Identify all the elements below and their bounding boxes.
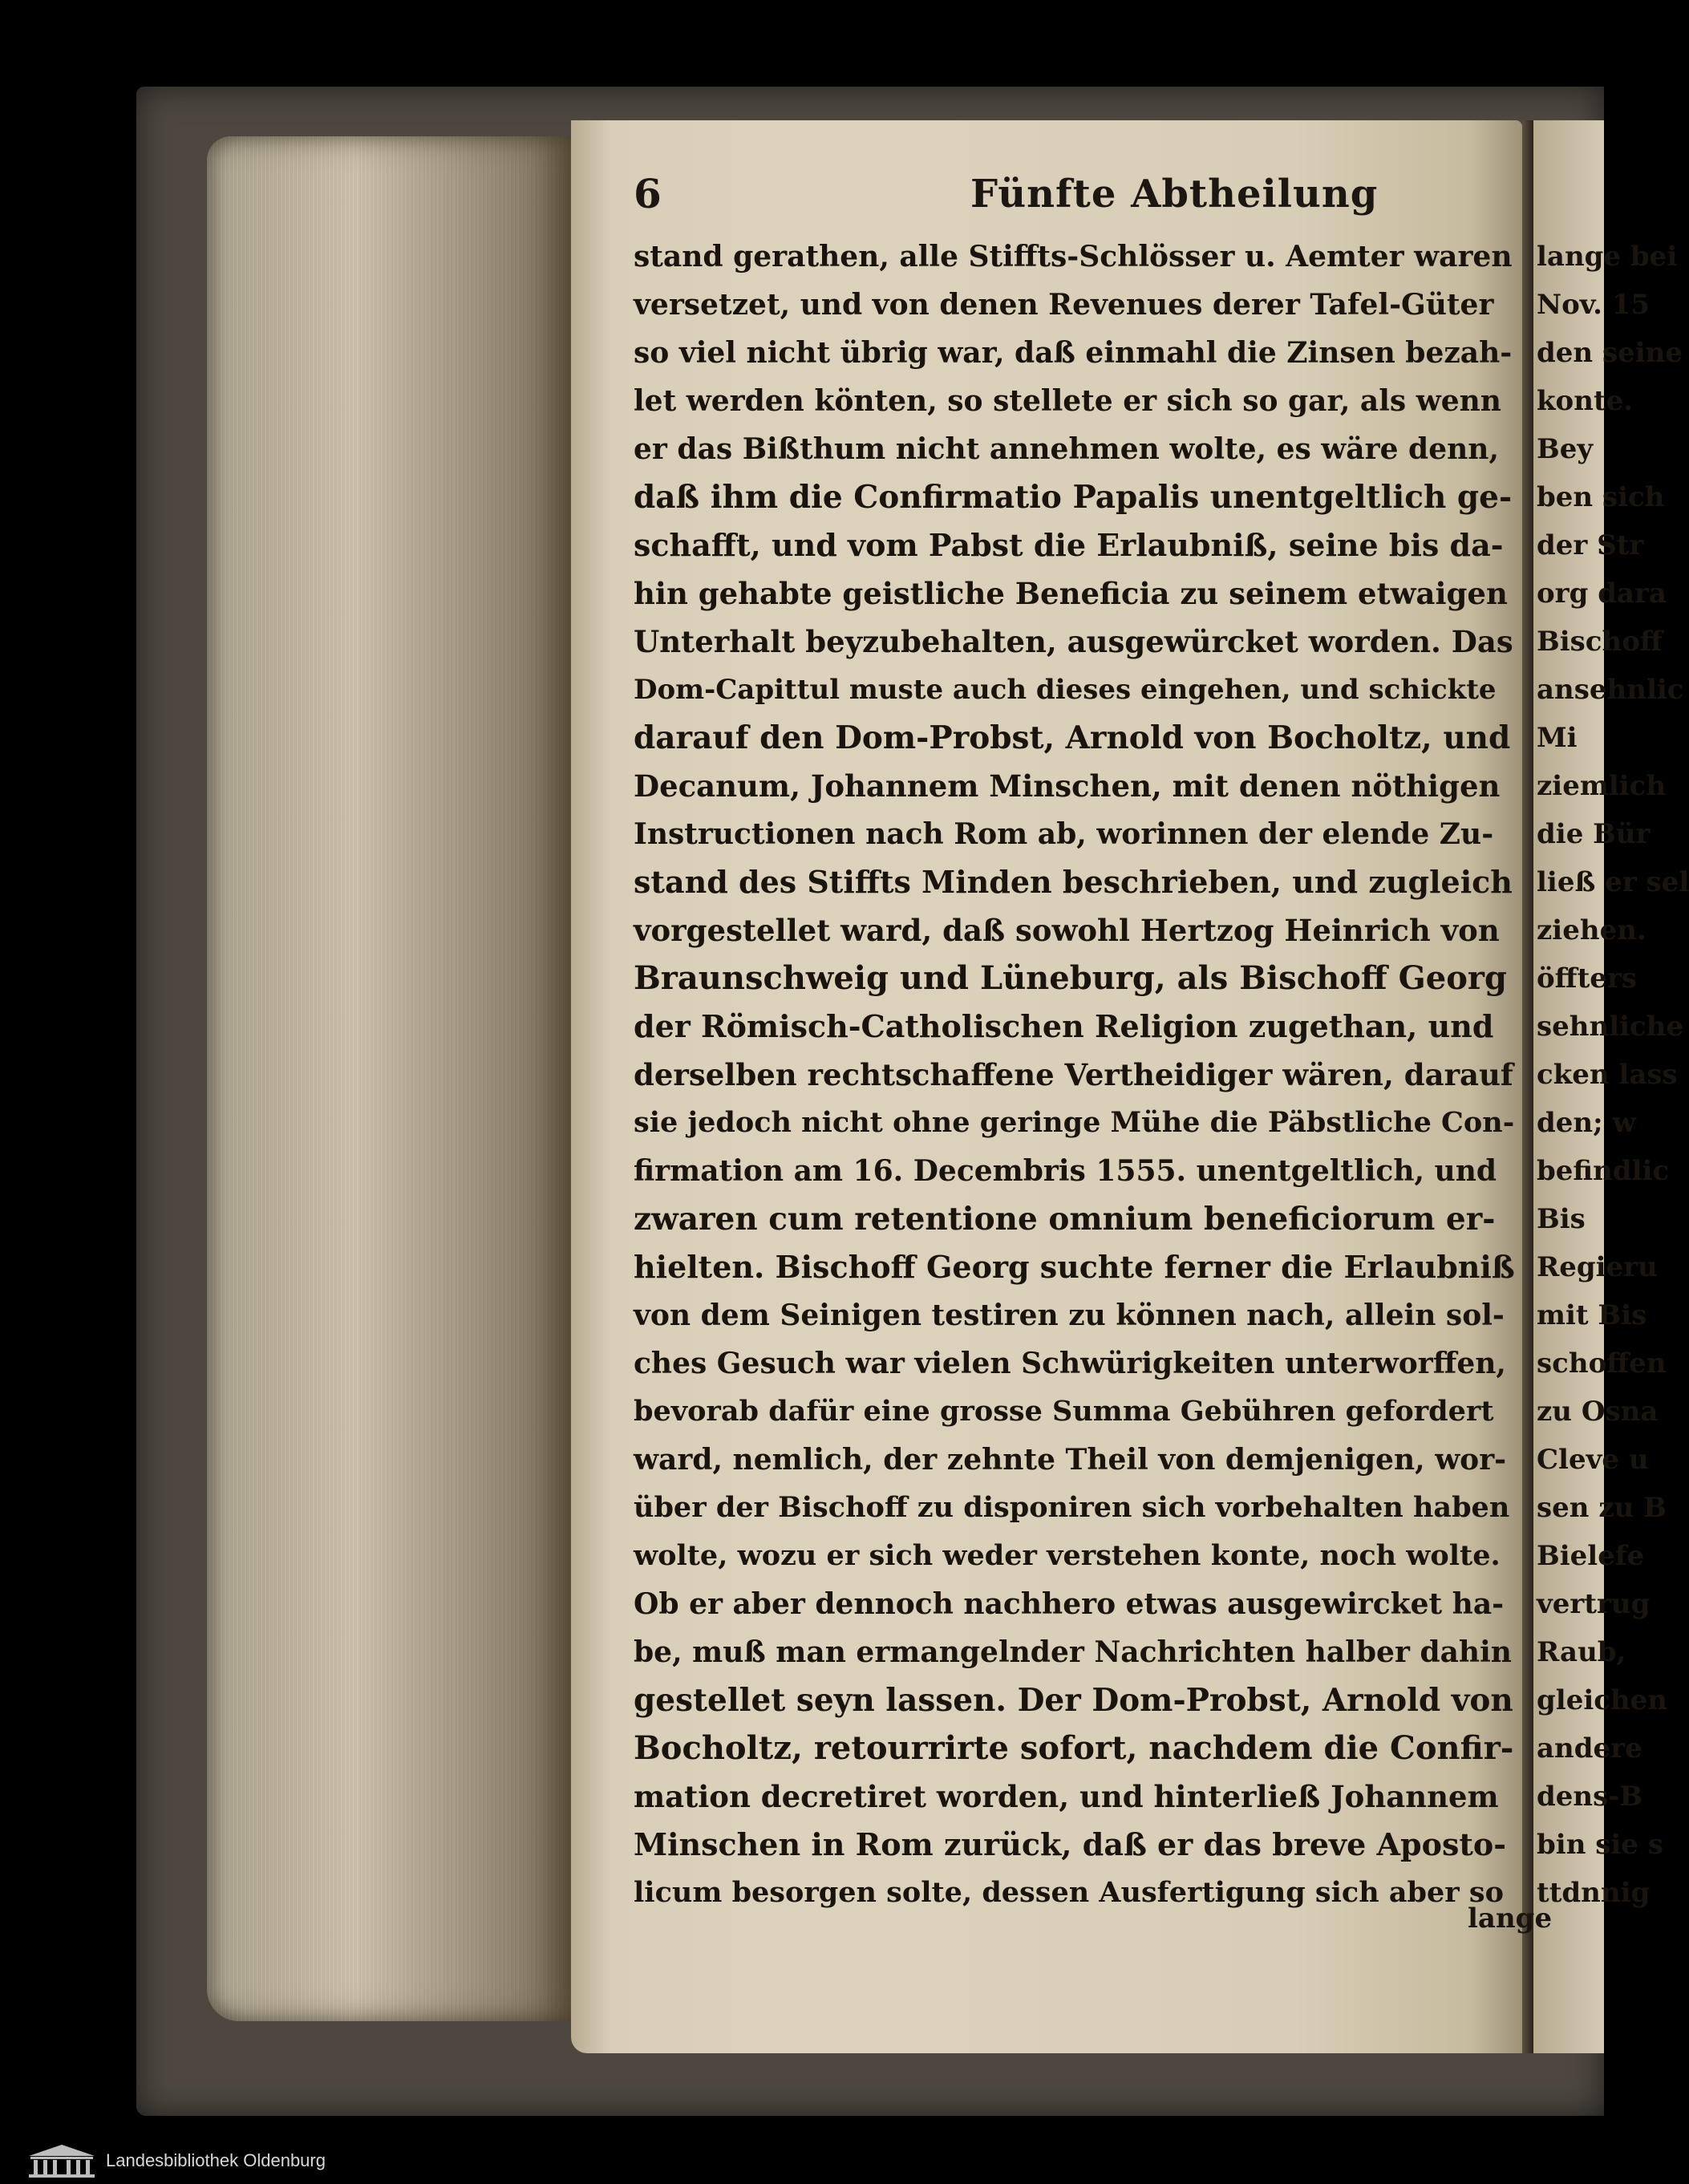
text-line: mation decretiret worden, und hinterließ Johannem <box>634 1779 1499 1814</box>
next-page-line: Raub, <box>1537 1636 1626 1668</box>
next-page-text <box>1533 233 1689 1917</box>
next-page-line: ließ er sel <box>1537 866 1689 898</box>
text-line: stand des Stiffts Minden beschrieben, und zugleich <box>634 864 1513 900</box>
next-page-line: öffters <box>1537 962 1637 995</box>
next-page-line: Bis <box>1537 1203 1586 1235</box>
text-line: hin gehabte geistliche Beneficia zu seinem etwaigen <box>634 576 1508 611</box>
text-line: so viel nicht übrig war, daß einmahl die Zinsen bezah- <box>634 336 1513 370</box>
next-page-line: den seine <box>1537 337 1683 369</box>
text-line: von dem Seinigen testiren zu können nach, allein sol- <box>634 1299 1505 1332</box>
next-page-line: Bey <box>1537 433 1594 465</box>
text-line: Bocholtz, retourrirte sofort, nachdem die Confir- <box>634 1729 1514 1767</box>
next-page-line: sen zu B <box>1537 1492 1667 1524</box>
text-line: gestellet seyn lassen. Der Dom-Probst, Arnold von <box>634 1682 1513 1719</box>
next-page-line: mit Bis <box>1537 1299 1647 1331</box>
text-line: firmation am 16. Decembris 1555. unentgeltlich, und <box>634 1154 1497 1188</box>
next-page-line: lange bei <box>1537 241 1678 273</box>
next-page-line: zu Osna <box>1537 1396 1659 1428</box>
text-line: be, muß man ermangelnder Nachrichten halber dahin <box>634 1635 1512 1669</box>
text-line: Instructionen nach Rom ab, worinnen der elende Zu- <box>634 817 1494 851</box>
text-line: versetzet, und von denen Revenues derer Tafel-Güter <box>634 288 1494 322</box>
body-text <box>634 233 1516 1917</box>
text-line: ches Gesuch war vielen Schwürigkeiten unterworffen, <box>634 1347 1506 1380</box>
page-header <box>634 170 1516 234</box>
next-page-line: ziehen. <box>1537 914 1646 946</box>
book-gutter <box>1522 120 1533 2053</box>
text-line: daß ihm die Confirmatio Papalis unentgeltlich ge- <box>634 479 1513 516</box>
running-head: Fünfte Abtheilung <box>970 172 1379 217</box>
text-line: derselben rechtschaffene Vertheidiger wären, darauf <box>634 1057 1513 1092</box>
text-line: let werden könten, so stellete er sich so gar, als wenn <box>634 384 1501 418</box>
next-page-line: ansehnlic <box>1537 674 1684 706</box>
next-page-line: org dara <box>1537 577 1667 610</box>
text-line: wolte, wozu er sich weder verstehen konte, noch wolte. <box>634 1539 1501 1572</box>
text-line: der Römisch-Catholischen Religion zugethan, und <box>634 1008 1494 1044</box>
text-line: Dom-Capittul muste auch dieses eingehen, und schickte <box>634 674 1497 706</box>
next-page-strip <box>1533 120 1689 2053</box>
next-page-line: die Bür <box>1537 818 1651 850</box>
text-line: zwaren cum retentione omnium beneficiorum er- <box>634 1201 1496 1238</box>
next-page-line: cken lass <box>1537 1059 1678 1091</box>
text-line: Decanum, Johannem Minschen, mit denen nöthigen <box>634 768 1501 804</box>
next-page-line: Regieru <box>1537 1251 1658 1283</box>
text-line: Ob er aber dennoch nachhero etwas ausgewircket ha- <box>634 1587 1505 1621</box>
page-edges-shadow <box>207 136 577 2021</box>
next-page-line: Mi <box>1537 722 1578 754</box>
text-line: sie jedoch nicht ohne geringe Mühe die Päbstliche Con- <box>634 1106 1515 1139</box>
next-page-line: ben sich <box>1537 481 1665 513</box>
catchword: lange <box>1468 1902 1553 1935</box>
text-line: Braunschweig und Lüneburg, als Bischoff Georg <box>634 959 1507 997</box>
next-page-line: schoffen <box>1537 1347 1667 1380</box>
text-line: bevorab dafür eine grosse Summa Gebühren gefordert <box>634 1395 1494 1428</box>
next-page-line: der Str <box>1537 529 1644 561</box>
next-page-line: befindlic <box>1537 1155 1670 1187</box>
library-building-icon <box>27 2143 96 2178</box>
next-page-line: konte. <box>1537 385 1634 417</box>
library-name: Landesbibliothek Oldenburg <box>106 2150 326 2170</box>
next-page-line: gleichen <box>1537 1684 1668 1716</box>
next-page-line: dens-B <box>1537 1781 1643 1813</box>
text-line: licum besorgen solte, dessen Ausfertigung sich aber so <box>634 1876 1504 1909</box>
text-line: darauf den Dom-Probst, Arnold von Bocholtz, und <box>634 719 1511 756</box>
next-page-line: Nov. 15 <box>1537 289 1651 321</box>
next-page-line: ttdnnig <box>1537 1877 1651 1909</box>
next-page-line: vertrug <box>1537 1588 1651 1620</box>
text-line: hielten. Bischoff Georg suchte ferner die Erlaubniß <box>634 1249 1515 1285</box>
next-page-line: ziemlich <box>1537 770 1667 802</box>
next-page-line: den; w <box>1537 1107 1636 1139</box>
text-line: ward, nemlich, der zehnte Theil von demjenigen, wor- <box>634 1443 1507 1477</box>
page-number: 6 <box>634 170 662 217</box>
text-line: vorgestellet ward, daß sowohl Hertzog Heinrich von <box>634 913 1500 948</box>
next-page-line: andere <box>1537 1732 1642 1765</box>
text-line: schafft, und vom Pabst die Erlaubniß, seine bis da- <box>634 527 1504 563</box>
next-page-line: Bielefe <box>1537 1540 1645 1572</box>
next-page-line: bin sie s <box>1537 1829 1663 1861</box>
text-line: Minschen in Rom zurück, daß er das breve Aposto- <box>634 1826 1507 1862</box>
text-line: er das Bißthum nicht annehmen wolte, es wäre denn, <box>634 432 1499 466</box>
text-line: stand gerathen, alle Stiffts-Schlösser u. Aemter waren <box>634 240 1513 274</box>
next-page-line: Bischoff <box>1537 626 1663 658</box>
next-page-line: sehnliche <box>1537 1011 1684 1043</box>
next-page-line: Cleve u <box>1537 1444 1649 1476</box>
text-line: über der Bischoff zu disponiren sich vorbehalten haben <box>634 1491 1510 1524</box>
text-line: Unterhalt beyzubehalten, ausgewürcket worden. Das <box>634 624 1513 659</box>
